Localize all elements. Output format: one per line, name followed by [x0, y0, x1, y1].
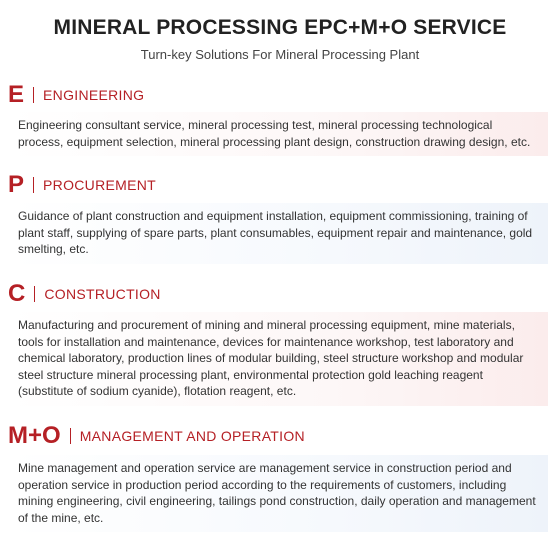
page-subtitle: Turn-key Solutions For Mineral Processing Plant — [140, 47, 420, 62]
section-header-procurement — [8, 171, 156, 199]
section-description-procurement: Guidance of plant construction and equipment installation, equipment commissioning, training of plant staff, supplying of spare parts, plant consumables, equipment repair and maintenance, gold smelting, etc. — [10, 203, 548, 264]
section-letter: P — [8, 171, 25, 198]
section-description-management-operation: Mine management and operation service are management service in construction period and operation service in production period according to the requirements of customers, including mining engineering, civil engineering, tailings pond construction, daily operation and management of the mine, etc. — [10, 455, 548, 532]
section-divider — [70, 428, 71, 444]
section-name: PROCUREMENT — [43, 177, 156, 193]
section-description-construction: Manufacturing and procurement of mining and mineral processing equipment, mine materials, tools for installation and maintenance, devices for maintenance workshop, test laboratory and chemical laboratory, production lines of modular building, steel structure workshop and modular steel structure mineral processing plant, environmental protection gold leaching reagent (substitute of sodium cyanide), flotation reagent, etc. — [10, 312, 548, 406]
section-header-management-operation — [8, 422, 305, 450]
section-divider — [33, 87, 34, 103]
section-name: MANAGEMENT AND OPERATION — [79, 428, 305, 444]
page-title: MINERAL PROCESSING EPC+M+O SERVICE — [53, 16, 507, 39]
section-divider — [34, 286, 35, 302]
section-letter: M+O — [8, 422, 61, 449]
section-divider — [33, 177, 34, 193]
section-header-construction — [8, 280, 161, 308]
section-name: ENGINEERING — [43, 87, 145, 103]
section-header-engineering — [8, 81, 144, 109]
section-letter: C — [8, 280, 26, 307]
section-name: CONSTRUCTION — [44, 286, 161, 302]
section-description-engineering: Engineering consultant service, mineral processing test, mineral processing technological process, equipment selection, mineral processing plant design, construction drawing design, etc. — [10, 112, 548, 156]
section-letter: E — [8, 81, 25, 108]
